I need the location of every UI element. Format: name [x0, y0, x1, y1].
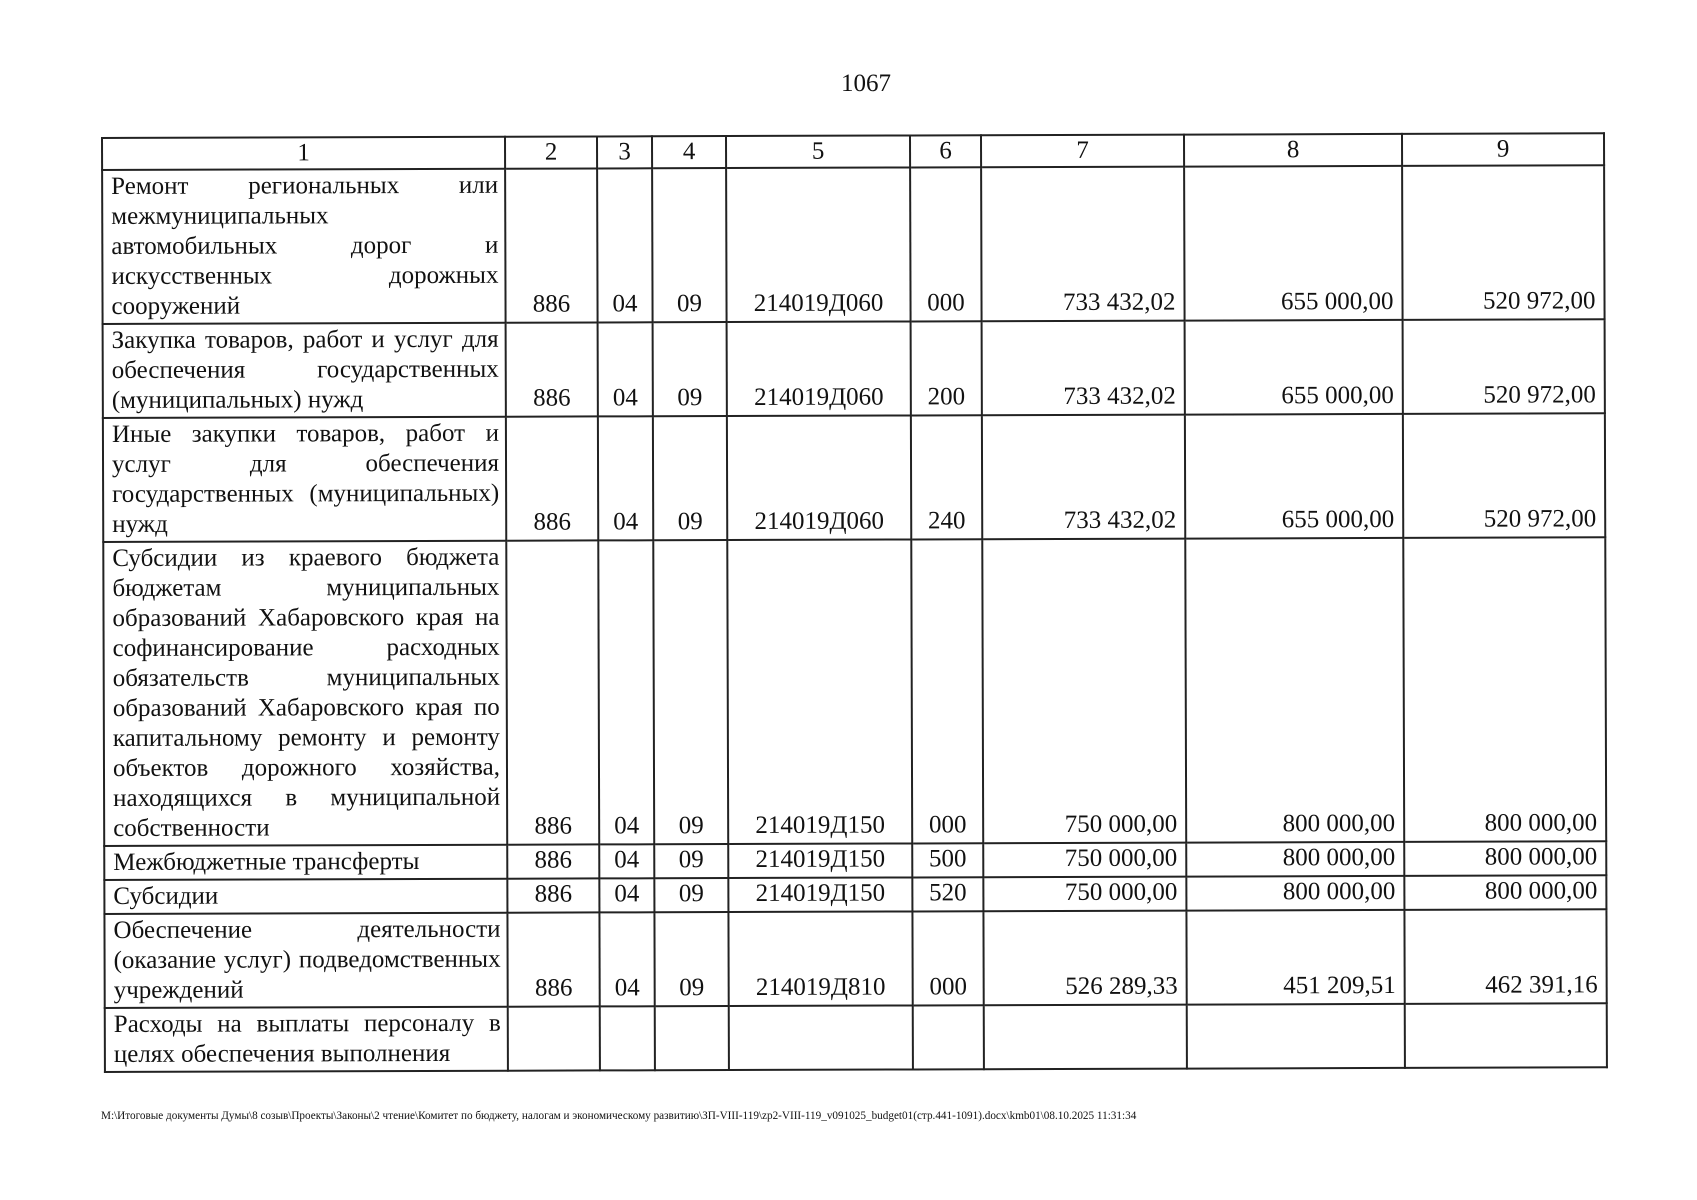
cell-expense-type: 240: [911, 415, 982, 539]
page-number: 1067: [841, 70, 891, 97]
cell-amount-col8: 800 000,00: [1185, 538, 1404, 843]
cell-target-article: 214019Д150: [728, 877, 912, 912]
row-description: Расходы на выплаты персоналу в целях обеспечения выполнения: [105, 1007, 508, 1072]
cell-amount-col8: 655 000,00: [1185, 320, 1403, 415]
cell-section: 04: [597, 168, 652, 322]
footer-file-path: M:\Итоговые документы Думы\8 созыв\Проекты\Законы\2 чтение\Комитет по бюджету, налогам и экономическому развитию\ЗП-VIII-119\zp2-VIII-119_v091025_budget01(стр.441-1091).docx\kmb01\08.10.2025 11:31:34: [101, 1110, 1137, 1122]
row-description: Ремонт региональных или межмуниципальных автомобильных дорог и искусственных дорожных сооружений: [102, 169, 505, 324]
cell-ministry: 886: [505, 168, 597, 322]
cell-target-article: [729, 1005, 913, 1070]
table-row: [104, 841, 1606, 880]
cell-ministry: [508, 1006, 600, 1070]
cell-expense-type: [913, 1005, 984, 1069]
cell-amount-col9: 800 000,00: [1403, 537, 1606, 842]
cell-amount-col8: 655 000,00: [1184, 166, 1402, 321]
cell-subsection: 09: [652, 168, 726, 322]
cell-expense-type: 500: [912, 843, 983, 877]
cell-target-article: 214019Д150: [727, 539, 912, 844]
cell-amount-col9: [1405, 1003, 1607, 1068]
header-cell: 6: [910, 135, 981, 167]
row-description: Субсидии из краевого бюджета бюджетам муниципальных образований Хабаровского края на софинансирование расходных обязательств муниципальных образований Хабаровского края по капитальному ремонту и ремонту объектов дорожного хозяйства, находящихся в муниципальной собственности: [103, 541, 507, 846]
cell-section: 04: [598, 322, 653, 416]
cell-target-article: 214019Д060: [727, 321, 911, 416]
cell-subsection: 09: [653, 322, 727, 416]
cell-target-article: 214019Д810: [728, 911, 912, 1006]
cell-expense-type: 000: [910, 167, 981, 321]
cell-subsection: 09: [653, 540, 728, 844]
table-row: [104, 875, 1606, 914]
row-description: Субсидии: [104, 879, 507, 914]
budget-table-container: [101, 132, 1606, 1073]
cell-amount-col7: 733 432,02: [981, 167, 1184, 322]
table-row: [103, 537, 1606, 846]
cell-amount-col8: 451 209,51: [1186, 910, 1404, 1005]
cell-amount-col8: 800 000,00: [1186, 876, 1404, 911]
cell-ministry: 886: [507, 878, 599, 912]
cell-subsection: 09: [654, 878, 728, 912]
row-description: Обеспечение деятельности (оказание услуг) подведомственных учреждений: [104, 913, 507, 1008]
header-cell: 5: [726, 135, 910, 168]
cell-amount-col7: 750 000,00: [983, 843, 1186, 878]
table-row: [102, 165, 1604, 324]
cell-expense-type: 000: [911, 539, 983, 843]
cell-subsection: 09: [653, 416, 727, 540]
cell-expense-type: 000: [912, 911, 983, 1005]
header-row: [102, 133, 1604, 170]
table-row: [103, 319, 1605, 418]
header-cell: 4: [652, 136, 726, 168]
cell-subsection: 09: [654, 844, 728, 878]
cell-amount-col9: 520 972,00: [1402, 165, 1604, 320]
cell-amount-col9: 800 000,00: [1404, 875, 1606, 910]
cell-ministry: 886: [507, 912, 599, 1006]
header-cell: 1: [102, 137, 505, 170]
cell-amount-col7: [984, 1005, 1187, 1070]
cell-ministry: 886: [506, 416, 598, 540]
header-cell: 7: [981, 135, 1184, 168]
row-description: Межбюджетные трансферты: [104, 845, 507, 880]
cell-amount-col9: 462 391,16: [1404, 909, 1606, 1004]
cell-section: 04: [598, 416, 653, 540]
cell-ministry: 886: [507, 844, 599, 878]
cell-amount-col7: 733 432,02: [982, 415, 1185, 540]
cell-subsection: 09: [654, 912, 728, 1006]
cell-section: 04: [599, 912, 654, 1006]
cell-amount-col8: 655 000,00: [1185, 414, 1403, 539]
table-row: [104, 909, 1606, 1008]
cell-amount-col9: 800 000,00: [1404, 841, 1606, 876]
cell-amount-col8: [1187, 1004, 1405, 1069]
cell-amount-col7: 526 289,33: [983, 911, 1186, 1006]
header-cell: 3: [597, 136, 652, 168]
cell-amount-col8: 800 000,00: [1186, 842, 1404, 877]
cell-section: [600, 1006, 655, 1070]
cell-target-article: 214019Д150: [728, 843, 912, 878]
budget-table: [101, 132, 1608, 1073]
header-cell: 2: [505, 136, 597, 168]
cell-subsection: [655, 1006, 729, 1070]
cell-target-article: 214019Д060: [727, 415, 911, 540]
cell-amount-col7: 750 000,00: [982, 539, 1186, 844]
cell-section: 04: [599, 844, 654, 878]
cell-expense-type: 520: [912, 877, 983, 911]
header-cell: 8: [1184, 134, 1402, 167]
table-row: [103, 413, 1605, 542]
cell-ministry: 886: [506, 540, 599, 844]
row-description: Закупка товаров, работ и услуг для обеспечения государственных (муниципальных) нужд: [103, 323, 506, 418]
cell-section: 04: [599, 878, 654, 912]
cell-target-article: 214019Д060: [726, 167, 910, 322]
header-cell: 9: [1402, 133, 1604, 166]
cell-ministry: 886: [506, 322, 598, 416]
cell-section: 04: [598, 540, 654, 844]
table-row: [105, 1003, 1607, 1072]
cell-amount-col9: 520 972,00: [1403, 413, 1605, 538]
cell-amount-col7: 750 000,00: [983, 877, 1186, 912]
cell-amount-col9: 520 972,00: [1403, 319, 1605, 414]
row-description: Иные закупки товаров, работ и услуг для обеспечения государственных (муниципальных) нужд: [103, 417, 506, 542]
cell-amount-col7: 733 432,02: [982, 321, 1185, 416]
cell-expense-type: 200: [911, 321, 982, 415]
